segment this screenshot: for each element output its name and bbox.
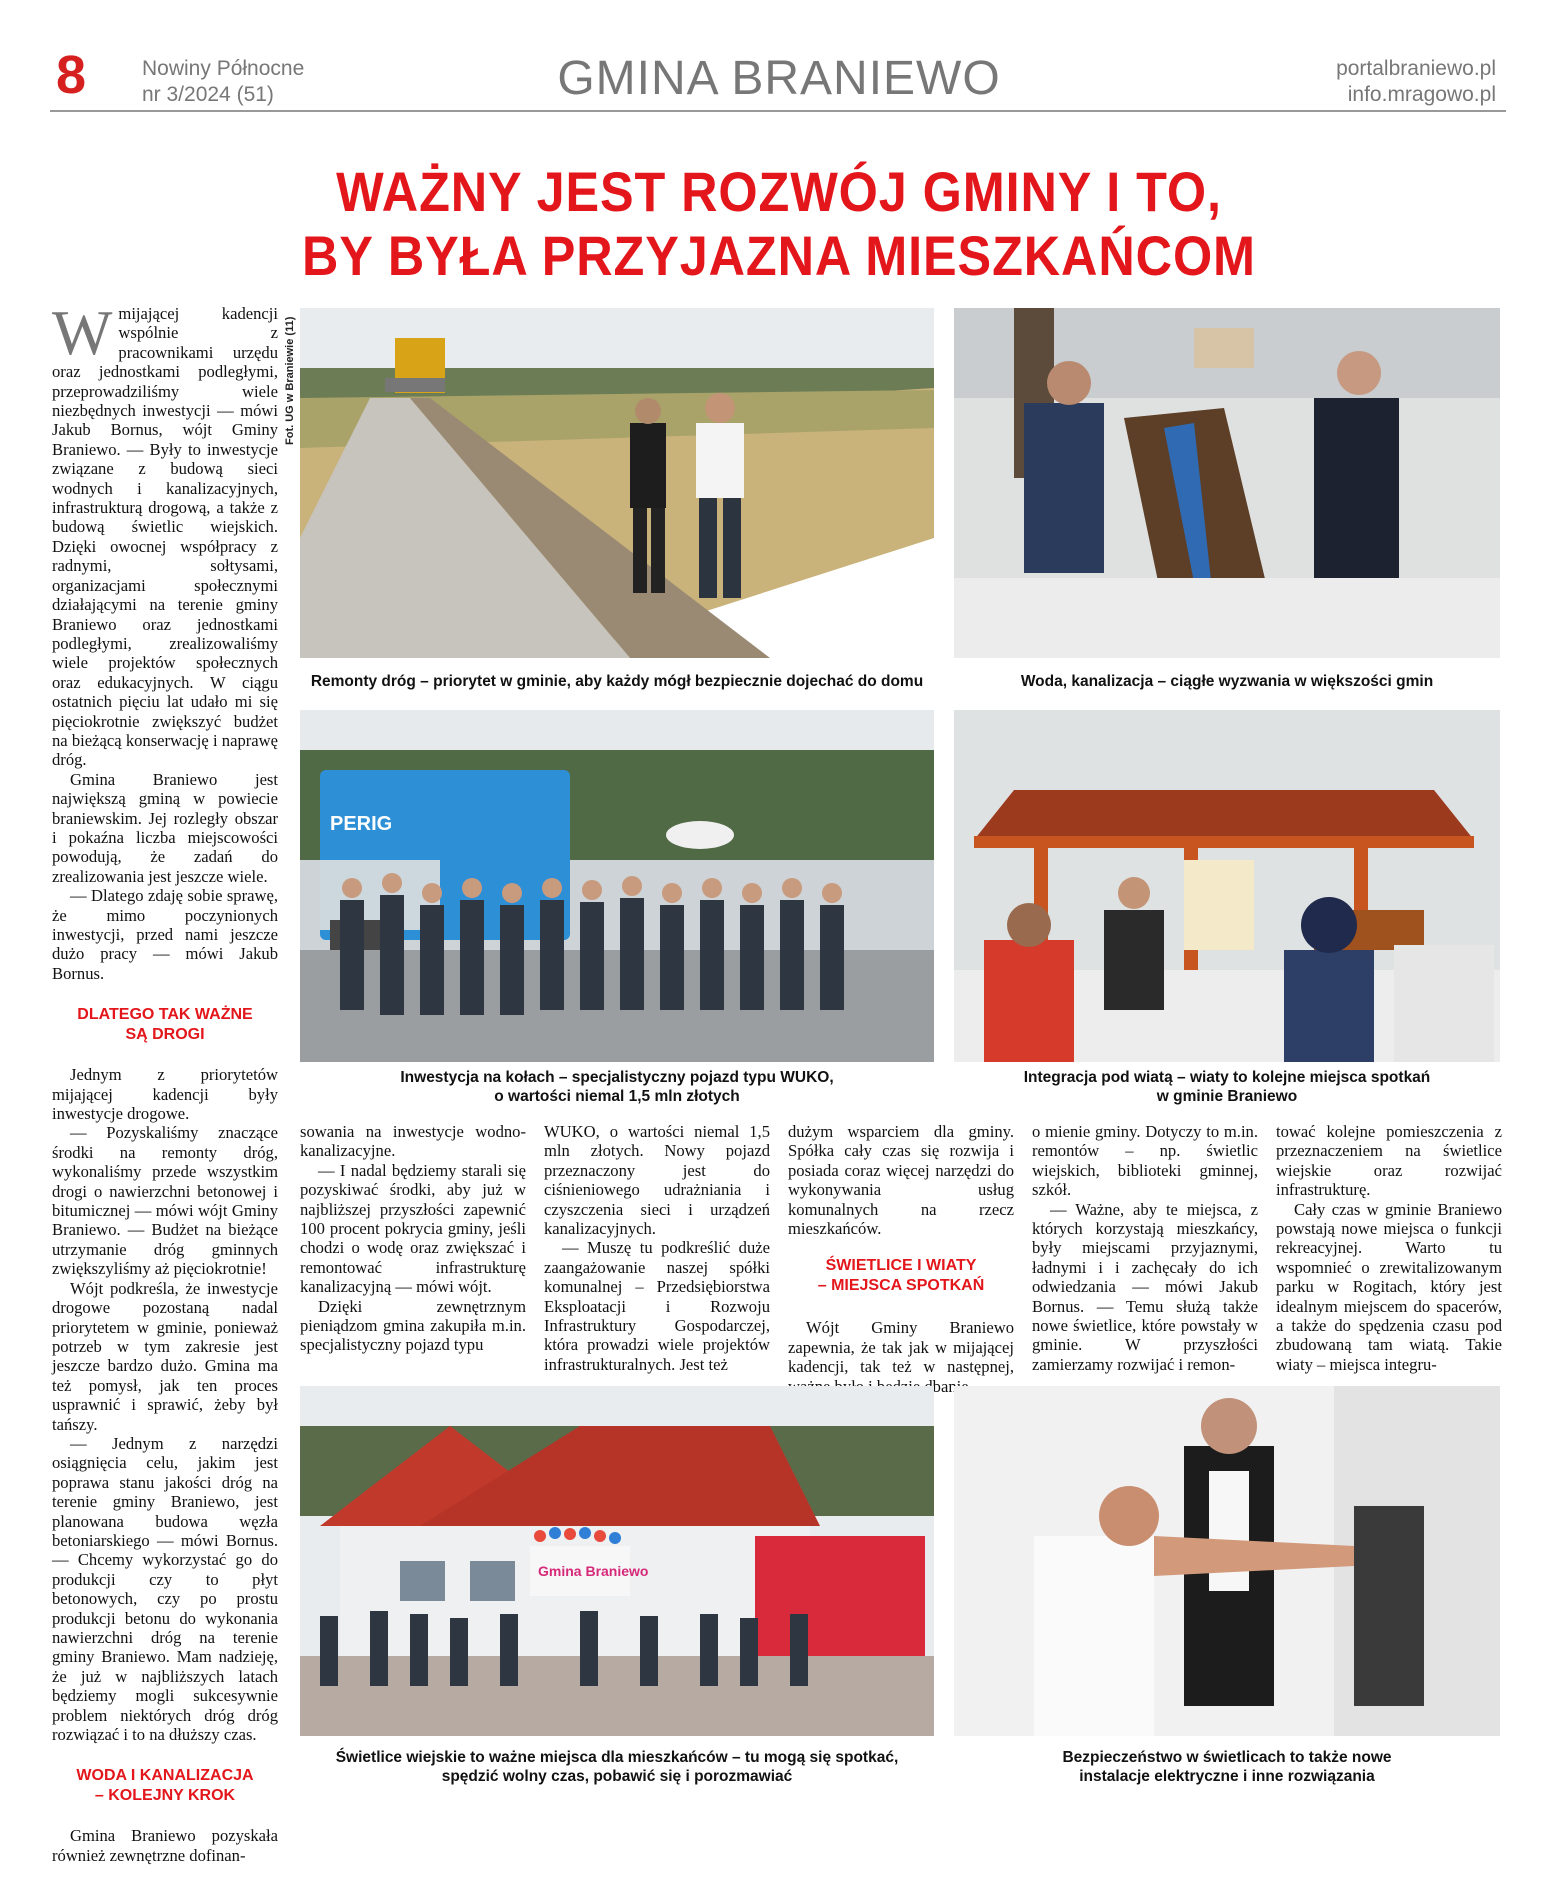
article-column-6 [1276, 1122, 1502, 1374]
photo-wuko-truck [300, 710, 934, 1062]
section-title: GMINA BRANIEWO [557, 52, 1001, 105]
photo-shelter [954, 710, 1500, 1062]
article-headline [0, 160, 1558, 288]
paragraph: Wójt podkreśla, że inwestycje drogowe pozostaną nadal priorytetem w gminie, ponieważ potrzeb w tym zakresie jest jeszcze bardzo dużo. Gmina ma też pomysł, jak ten proces usprawnić i sprawić, żeby był tańszy. [52, 1278, 278, 1434]
article-column-1 [52, 297, 278, 1865]
paragraph: — Pozyskaliśmy znaczące środki na remonty dróg, wykonaliśmy przede wszystkim drogi o nawierzchni betonowej i bitumicznej — mówi wójt Gminy Braniewo. — Budżet na bieżące utrzymanie dróg gminnych zwiększyliśmy aż pięciokrotnie! [52, 1123, 278, 1279]
subheading-roads: DLATEGO TAK WAŻNE SĄ DROGI [77, 1006, 253, 1044]
photo-electrical-installation [954, 1386, 1500, 1736]
paragraph: Jednym z priorytetów mijającej kadencji były inwestycje drogowe. [52, 1065, 278, 1124]
paragraph: Dzięki zewnętrznym pieniądzom gmina zakupiła m.in. specjalistyczny pojazd typu [300, 1296, 526, 1355]
paragraph: o mienie gminy. Dotyczy to m.in. remontów – np. świetlic wiejskich, biblioteki gminnej, szkół. [1032, 1122, 1258, 1200]
paragraph: Gmina Braniewo jest największą gminą w powiecie braniewskim. Jej rozległy obszar i pokaźna liczba miejscowości powodują, że zadań do zrealizowania jest jeszcze wiele. [52, 769, 278, 886]
caption-community-hall: Świetlice wiejskie to ważne miejsca dla mieszkańców – tu mogą się spotkać, spędzić wolny czas, pobawić się i porozmawiać [335, 1749, 899, 1785]
photo-community-hall [300, 1386, 934, 1736]
paragraph: — Muszę tu podkreślić duże zaangażowanie naszej spółki komunalnej – Przedsiębiorstwa Eksploatacji i Rozwoju Infrastruktury Gospodarczej, która prowadzi wiele projektów infrastrukturalnych. Jest też [544, 1238, 770, 1374]
photo-water-pipes [954, 308, 1500, 658]
lead-paragraph: Wmijającej kadencji wspólnie z pracownikami urzędu oraz jednostkami podległymi, przeprowadziliśmy wiele niezbędnych inwestycji — mówi Jakub Bornus, wójt Gminy Braniewo. — Były to inwestycje związane z budową sieci wodnych i kanalizacyjnych, infrastrukturą drogową, a także z budową świetlic wiejskich. Dzięki owocnej współpracy z radnymi, sołtysami, organizacjami społecznymi działającymi na terenie gminy Braniewo oraz jednostkami podległymi, zrealizowaliśmy wiele projektów społecznych oraz edukacyjnych. W ciągu ostatnich pięciu lat udało mi się pięciokrotnie zwiększyć budżet na bieżącą konserwację i naprawę dróg. [52, 297, 278, 770]
hall-sign: Gmina Braniewo [538, 1563, 649, 1579]
paragraph: sowania na inwestycje wodno-kanalizacyjne. [300, 1122, 526, 1161]
photo-credit: Fot. UG w Braniewie (11) [284, 316, 296, 445]
article-column-2 [300, 1122, 526, 1355]
issue-number: nr 3/2024 (51) [142, 83, 274, 106]
caption-wuko-truck: Inwestycja na kołach – specjalistyczny pojazd typu WUKO, o wartości niemal 1,5 mln złotych [400, 1069, 834, 1105]
publication-name: Nowiny Północne [142, 57, 305, 80]
page-number: 8 [56, 45, 87, 105]
paragraph: tować kolejne pomieszczenia z przeznaczeniem na świetlice wiejskie oraz rozwijać infrastrukturę. [1276, 1122, 1502, 1200]
caption-shelter: Integracja pod wiatą – wiaty to kolejne miejsca spotkań w gminie Braniewo [1023, 1069, 1431, 1105]
article-column-4 [788, 1122, 1014, 1396]
paragraph: — I nadal będziemy starali się pozyskiwać środki, aby już w najbliższej przyszłości zapewnić 100 procent pokrycia gminy, jeśli chodzi o wodę oraz zwiększać i remontować infrastrukturę kanalizacyjną — mówi wójt. [300, 1160, 526, 1297]
paragraph: — Jednym z narzędzi osiągnięcia celu, jakim jest poprawa stanu jakości dróg na terenie gminy Braniewo, jest planowana budowa węzła betoniarskiego — mówi Bornus. — Chcemy wykorzystać go do produkcji czy to płyt betonowych, czy po prostu produkcji betonu do wykonania nawierzchni dróg na terenie gminy Braniewo. Mam nadzieję, że już w najbliższych latach będziemy mogli sukcesywnie problem niektórych dróg dróg rozwiązać i to na dłuższy czas. [52, 1433, 278, 1745]
portal-links [1336, 56, 1496, 108]
photo-road-repair [300, 308, 934, 658]
paragraph: WUKO, o wartości niemal 1,5 mln złotych. Nowy pojazd przeznaczony jest do ciśnieniowego udrażniania i czyszczenia sieci i urządzeń kanalizacyjnych. [544, 1122, 770, 1239]
subheading-water: WODA I KANALIZACJA – KOLEJNY KROK [76, 1767, 254, 1805]
header-divider [50, 110, 1506, 112]
caption-water-pipes: Woda, kanalizacja – ciągłe wyzwania w większości gmin [1020, 673, 1434, 690]
truck-logo: PERIG [330, 813, 393, 835]
paragraph: — Dlatego zdaję sobie sprawę, że mimo poczynionych inwestycji, przed nami jeszcze dużo pracy — mówi Jakub Bornus. [52, 886, 278, 983]
headline-line-2: BY BYŁA PRZYJAZNA MIESZKAŃCOM [302, 224, 1256, 287]
subheading-community: ŚWIETLICE I WIATY – MIEJSCA SPOTKAŃ [817, 1257, 985, 1295]
paragraph: dużym wsparciem dla gminy. Spółka cały czas się rozwija i posiada coraz więcej narzędzi do wykonywania usług komunalnych na rzecz mieszkańców. [788, 1122, 1014, 1239]
paragraph: Gmina Braniewo pozyskała również zewnętrzne dofinan- [52, 1826, 278, 1865]
caption-road-repair: Remonty dróg – priorytet w gminie, aby każdy mógł bezpiecznie dojechać do domu [310, 673, 924, 690]
headline-line-1: WAŻNY JEST ROZWÓJ GMINY I TO, [336, 160, 1222, 223]
paragraph: Wójt Gminy Braniewo zapewnia, że tak jak w mijającej kadencji, tak też w następnej, dbanie [788, 1318, 1014, 1396]
article-column-3 [544, 1122, 770, 1374]
paragraph: — Ważne, aby te miejsca, z których korzystają mieszkańcy, były miejscami przyjaznymi, ładnymi i i zachęcały do ich odwiedzania — mówi Jakub Bornus. — Temu służą także nowe świetlice, które powstały w gminie. W przyszłości zamierzamy rozwijać i remon- [1032, 1199, 1258, 1374]
caption-electrical-installation: Bezpieczeństwo w świetlicach to także nowe instalacje elektryczne i inne rozwiązania [1062, 1749, 1392, 1785]
drop-cap: W [52, 297, 113, 368]
portal-link-braniewo[interactable]: portalbraniewo.pl [1336, 57, 1496, 80]
paragraph: Cały czas w gminie Braniewo powstają nowe miejsca o funkcji rekreacyjnej. Warto tu wspomnieć o zrewitalizowanym parku w Rogitach, który jest idealnym miejscem do spacerów, a także do spędzenia czasu pod zbudowaną tam wiatą. Takie wiaty – miejsca integru- [1276, 1199, 1502, 1374]
portal-link-mragowo[interactable]: info.mragowo.pl [1347, 83, 1496, 106]
article-column-5 [1032, 1122, 1258, 1374]
